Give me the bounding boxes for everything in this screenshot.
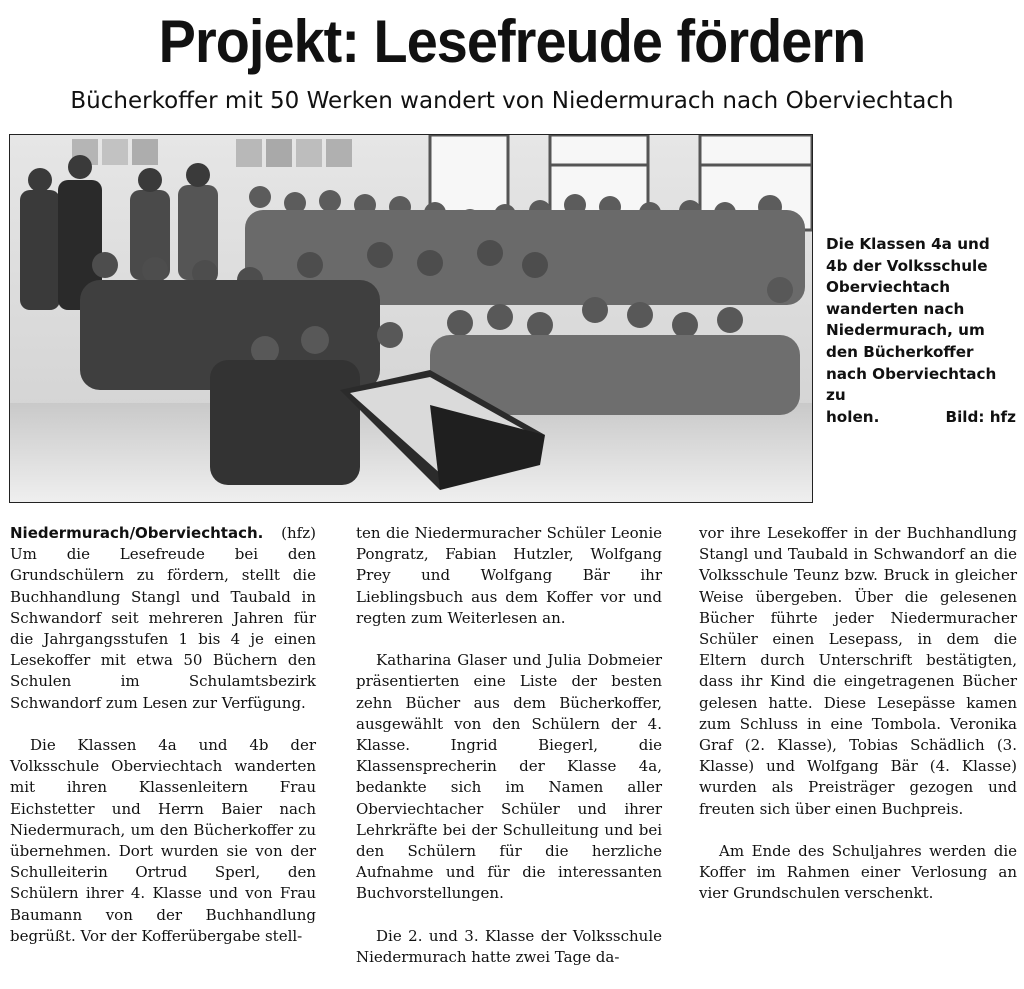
- article-paragraph: ten die Niedermuracher Schüler Leonie Pongratz, Fabian Hutzler, Wolfgang Prey und Wolfgang Bär ihr Lieblingsbuch aus dem Koffer vor und regten zum Weiterlesen an.: [356, 524, 662, 627]
- photo-credit: Bild: hfz: [945, 407, 1016, 426]
- photo-caption: [826, 234, 1016, 428]
- article-paragraph: Die 2. und 3. Klasse der Volksschule Niedermurach hatte zwei Tage da-: [356, 926, 662, 967]
- paragraph-text: Um die Lesefreude bei den Grundschülern zu fördern, stellt die Buchhandlung Stangl und Taubald in Schwandorf seit mehreren Jahren für die Jahrgangsstufen 1 bis 4 je einen Lesekoffer mit etwa 50 Büchern den Schulen im Schulamtsbezirk Schwandorf zum Lesen zur Verfügung.: [10, 545, 316, 712]
- article-column-2: [356, 523, 662, 989]
- article-column-1: [10, 523, 316, 968]
- caption-text: Die Klassen 4a und 4b der Volksschule Oberviechtach wanderten nach Niedermurach, um den Bücherkoffer nach Oberviechtach zu: [826, 235, 997, 405]
- caption-last-word: holen.: [826, 407, 880, 426]
- article-paragraph: Am Ende des Schuljahres werden die Koffer im Rahmen einer Verlosung an vier Grundschulen verschenkt.: [699, 842, 1017, 903]
- article-paragraph: [10, 523, 316, 714]
- article-source: (hfz): [281, 524, 316, 542]
- article-paragraph: Die Klassen 4a und 4b der Volksschule Oberviechtach wanderten mit ihren Klassenleitern Frau Eichstetter und Herrn Baier nach Niedermurach, um den Bücherkoffer zu übernehmen. Dort wurden sie von der Schulleiterin Ortrud Sperl, den Schülern ihrer 4. Klasse und von Frau Baumann von der Buchhandlung begrüßt. Vor der Kofferübergabe stell-: [10, 736, 316, 945]
- article-headline: Projekt: Lesefreude fördern: [158, 8, 866, 75]
- article-subheadline: Bücherkoffer mit 50 Werken wandert von Niedermurach nach Oberviechtach: [70, 88, 954, 114]
- article-column-3: [699, 523, 1017, 926]
- article-paragraph: vor ihre Lesekoffer in der Buchhandlung Stangl und Taubald in Schwandorf an die Volksschule Teunz bzw. Bruck in gleicher Weise übergeben. Über die gelesenen Bücher führte jeder Niedermuracher Schüler einen Lesepass, in dem die Eltern durch Unterschrift bestätigten, dass ihr Kind die eingetragenen Bücher gelesen hatte. Diese Lesepässe kamen zum Schluss in eine Tombola. Veronika Graf (2. Klasse), Tobias Schädlich (3. Klasse) und Wolfgang Bär (4. Klasse) wurden als Preisträger gezogen und freuten sich über einen Buchpreis.: [699, 524, 1017, 818]
- article-dateline: Niedermurach/Oberviechtach.: [10, 524, 264, 542]
- article-paragraph: Katharina Glaser und Julia Dobmeier präsentierten eine Liste der besten zehn Bücher aus dem Bücherkoffer, ausgewählt von den Schülern der 4. Klasse. Ingrid Biegerl, die Klassensprecherin der Klasse 4a, bedankte sich im Namen aller Oberviechtacher Schüler und ihrer Lehrkräfte bei der Schulleitung und bei den Schülern für die herzliche Aufnahme und für die interessanten Buchvorstellungen.: [356, 651, 662, 903]
- caption-credit-line: [826, 407, 1016, 429]
- class-group-photo: [9, 134, 813, 503]
